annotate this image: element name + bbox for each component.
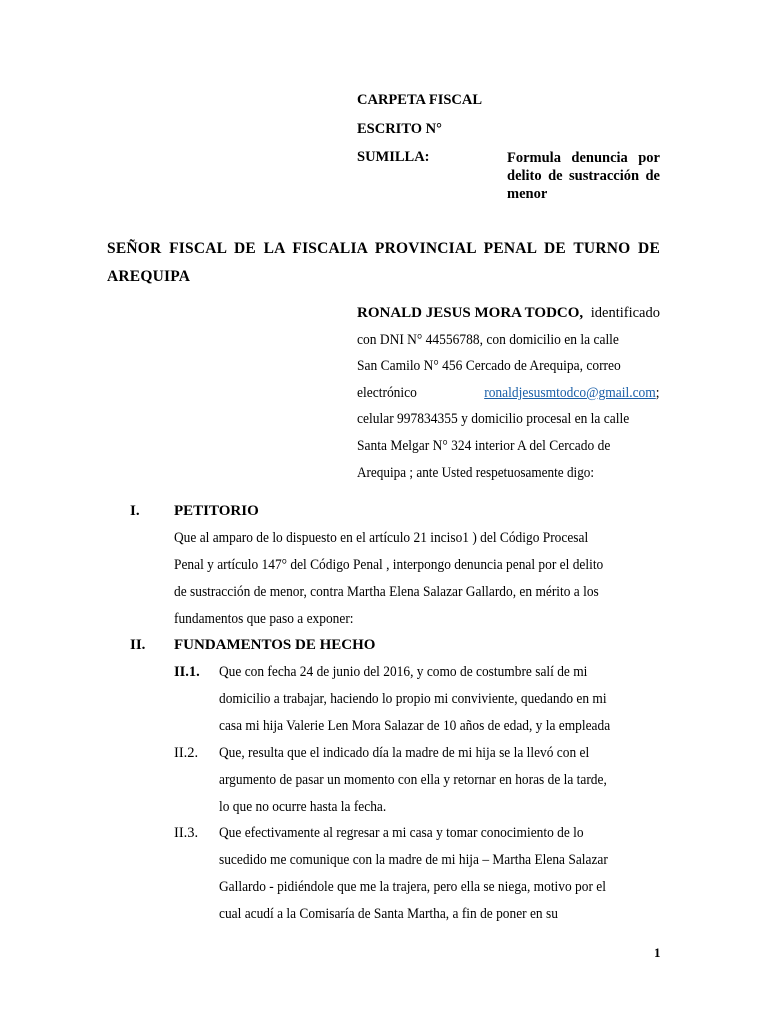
page-number: 1 [654,945,661,960]
item-number: II.1. [174,664,200,680]
item-line: argumento de pasar un momento con ella y retornar en horas de la tarde, [219,772,607,788]
section-numeral: I. [130,503,140,519]
item-line: cual acudí a la Comisaría de Santa Martha, a fin de poner en su [219,906,558,922]
petitorio-line: de sustracción de menor, contra Martha Elena Salazar Gallardo, en mérito a los [174,584,599,600]
carpeta-fiscal-label: CARPETA FISCAL [357,92,483,108]
sumilla-line: menor [507,186,548,202]
intro-line [357,305,660,322]
item-number: II.3. [174,825,199,841]
intro-text: identificado [590,305,660,321]
item-line: sucedido me comunique con la madre de mi hija – Martha Elena Salazar [219,852,608,868]
sumilla-text [507,149,660,203]
section-title: PETITORIO [174,503,259,519]
item-number: II.2. [174,745,199,761]
intro-text: electrónico [357,385,417,401]
sumilla-line: delito de sustracción de [507,168,660,184]
item-line: lo que no ocurre hasta la fecha. [219,799,387,815]
addressee-line: SEÑOR FISCAL DE LA FISCALIA PROVINCIAL PENAL DE TURNO DE [107,240,660,257]
petitorio-line: Que al amparo de lo dispuesto en el artículo 21 inciso1 ) del Código Procesal [174,530,589,546]
item-line: casa mi hija Valerie Len Mora Salazar de 10 años de edad, y la empleada [219,718,611,734]
intro-line: Arequipa ; ante Usted respetuosamente digo: [357,465,595,481]
sumilla-label: SUMILLA: [357,149,430,165]
section-title: FUNDAMENTOS DE HECHO [174,637,376,653]
intro-line: Santa Melgar N° 324 interior A del Cercado de [357,438,611,454]
intro-text: ; [656,385,660,401]
item-line: Que efectivamente al regresar a mi casa y tomar conocimiento de lo [219,825,584,841]
item-line: Que con fecha 24 de junio del 2016, y como de costumbre salí de mi [219,664,588,680]
item-line: domicilio a trabajar, haciendo lo propio mi conviviente, quedando en mi [219,691,607,707]
item-line: Gallardo - pidiéndole que me la trajera, pero ella se niega, motivo por el [219,879,606,895]
section-numeral: II. [130,637,146,653]
email-link[interactable]: ronaldjesusmtodco@gmail.com [484,385,657,401]
escrito-label: ESCRITO N° [357,121,442,137]
petitorio-line: Penal y artículo 147° del Código Penal , interpongo denuncia penal por el delito [174,557,604,573]
item-line: Que, resulta que el indicado día la madre de mi hija se la llevó con el [219,745,590,761]
intro-line: San Camilo N° 456 Cercado de Arequipa, correo [357,358,621,374]
complainant-name: RONALD JESUS MORA TODCO, [357,305,584,321]
addressee-line: AREQUIPA [107,268,191,285]
petitorio-line: fundamentos que paso a exponer: [174,611,354,627]
intro-line [357,385,660,402]
intro-line: con DNI N° 44556788, con domicilio en la calle [357,332,619,348]
intro-line: celular 997834355 y domicilio procesal en la calle [357,411,630,427]
sumilla-line: Formula denuncia por [507,150,660,166]
